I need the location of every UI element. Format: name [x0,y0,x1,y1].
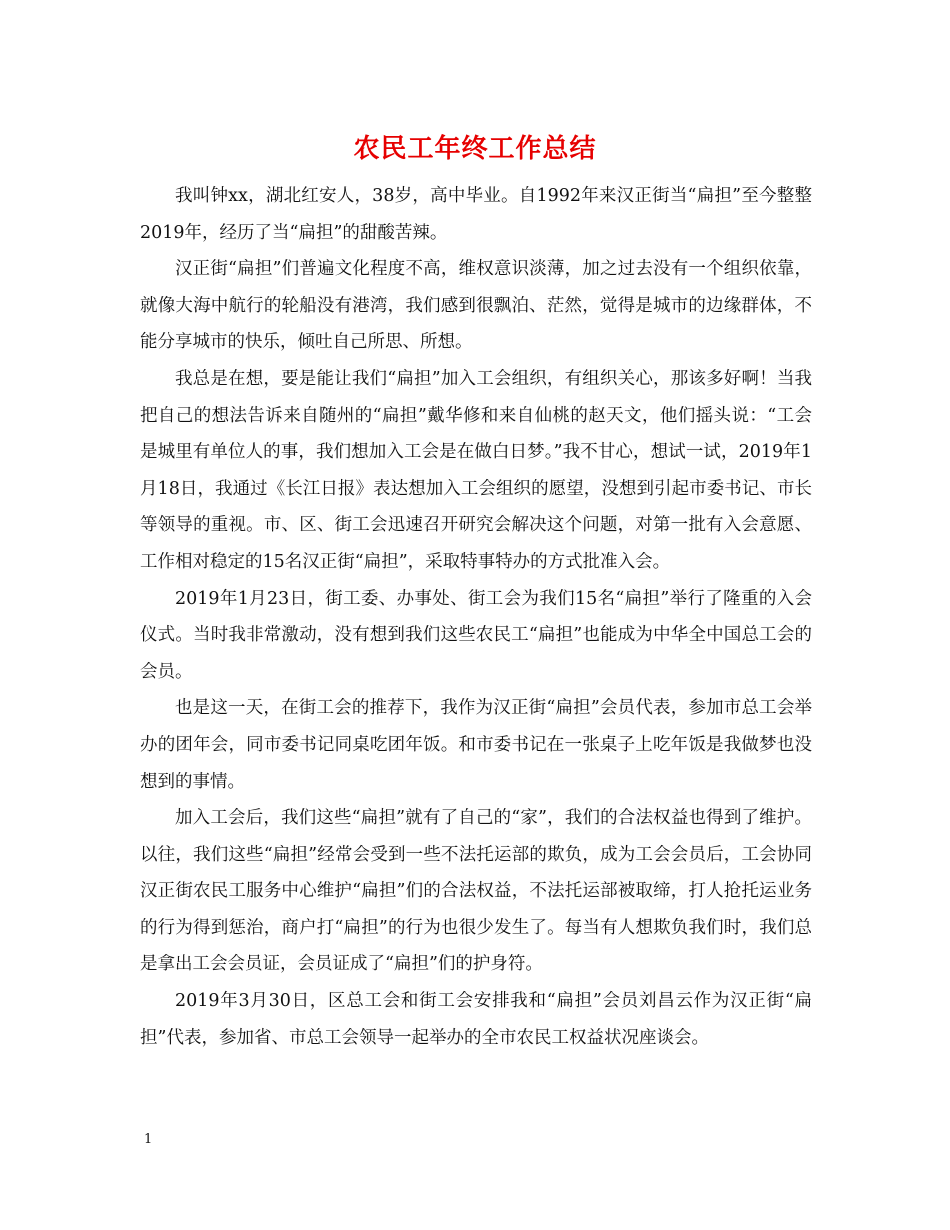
paragraph: 2019年3月30日，区总工会和街工会安排我和“扁担”会员刘昌云作为汉正街“扁担”代表，参加省、市总工会领导一起举办的全市农民工权益状况座谈会。 [140,991,812,1048]
page-number: 1 [144,1132,153,1147]
paragraph: 我叫钟xx，湖北红安人，38岁，高中毕业。自1992年来汉正街当“扁担”至今整整2019年，经历了当“扁担”的甜酸苦辣。 [140,186,812,243]
paragraph: 加入工会后，我们这些“扁担”就有了自己的“家”，我们的合法权益也得到了维护。以往，我们这些“扁担”经常会受到一些不法托运部的欺负，成为工会会员后，工会协同汉正街农民工服务中心维护“扁担”们的合法权益，不法托运部被取缔，打人抢托运业务的行为得到惩治，商户打“扁担”的行为也很少发生了。每当有人想欺负我们时，我们总是拿出工会会员证，会员证成了“扁担”们的护身符。 [140,808,812,975]
paragraph: 2019年1月23日，街工委、办事处、街工会为我们15名“扁担”举行了隆重的入会仪式。当时我非常激动，没有想到我们这些农民工“扁担”也能成为中华全中国总工会的会员。 [140,588,812,682]
document-body [140,178,812,1056]
document-title: 农民工年终工作总结 [353,134,597,164]
paragraph: 汉正街“扁担”们普遍文化程度不高，维权意识淡薄，加之过去没有一个组织依靠，就像大海中航行的轮船没有港湾，我们感到很飘泊、茫然，觉得是城市的边缘群体，不能分享城市的快乐，倾吐自己所思、所想。 [140,259,812,353]
paragraph: 我总是在想，要是能让我们“扁担”加入工会组织，有组织关心，那该多好啊！当我把自己的想法告诉来自随州的“扁担”戴华修和来自仙桃的赵天文，他们摇头说：“工会是城里有单位人的事，我们想加入工会是在做白日梦。”我不甘心，想试一试，2019年1月18日，我通过《长江日报》表达想加入工会组织的愿望，没想到引起市委书记、市长等领导的重视。市、区、街工会迅速召开研究会解决这个问题，对第一批有入会意愿、工作相对稳定的15名汉正街“扁担”，采取特事特办的方式批准入会。 [140,368,812,572]
paragraph: 也是这一天，在街工会的推荐下，我作为汉正街“扁担”会员代表，参加市总工会举办的团年会，同市委书记同桌吃团年饭。和市委书记在一张桌子上吃年饭是我做梦也没想到的事情。 [140,698,812,792]
